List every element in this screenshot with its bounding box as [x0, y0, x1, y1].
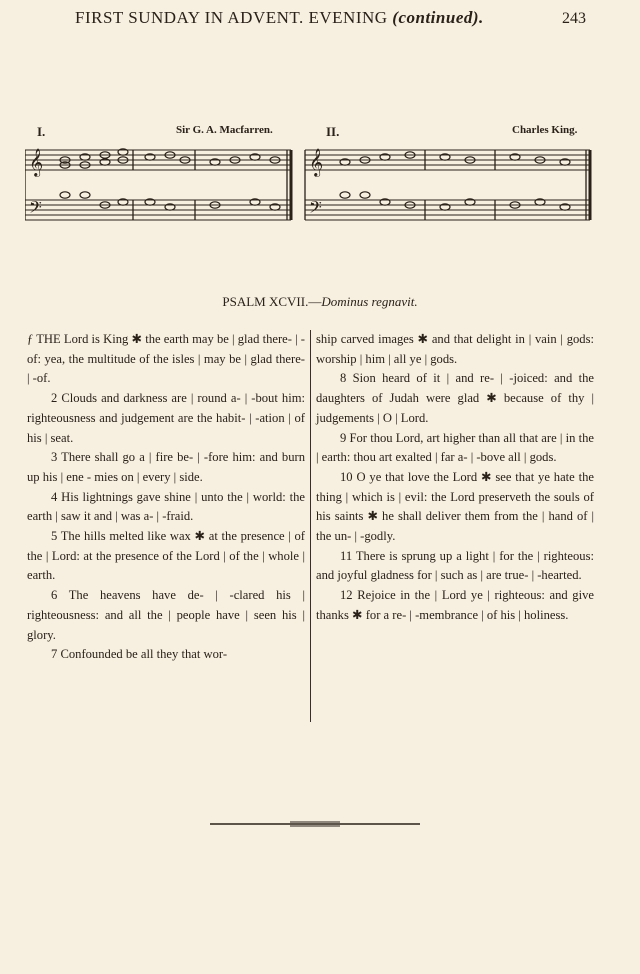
- svg-text:𝄢: 𝄢: [309, 197, 322, 221]
- chant-music-notation: [25, 140, 595, 230]
- tune-1-number: I.: [37, 124, 46, 139]
- svg-text:𝄢: 𝄢: [29, 197, 42, 221]
- verse: 4 His lightnings gave shine | unto the | world: the earth | saw it and | was a- | -fraid.: [27, 489, 305, 524]
- verse: 10 O ye that love the Lord ✱ see that ye hate the thing | which is | evil: the Lord preserveth the souls of his saints ✱ he shall deliver them from the | hand of | the un- | -godly.: [316, 469, 594, 544]
- verse: 11 There is sprung up a light | for the | righteous: and joyful gladness for | such as | are true- | -hearted.: [316, 548, 594, 583]
- verse: 5 The hills melted like wax ✱ at the presence | of the | Lord: at the presence of the Lord | of the | whole | earth.: [27, 529, 305, 583]
- page-header: [75, 8, 595, 28]
- tune-1-treble-staff: [25, 150, 291, 170]
- header-continued: (continued).: [392, 8, 484, 27]
- verse: 12 Rejoice in the | Lord ye | righteous: and give thanks ✱ for a re- | -membrance | of his | holiness.: [316, 588, 594, 622]
- tune-1-bass-staff: [25, 200, 291, 220]
- psalm-right-column: [316, 330, 594, 626]
- psalm-latin-title: Dominus regnavit.: [321, 294, 418, 309]
- decorative-rule: [210, 820, 420, 828]
- page-number: 243: [562, 10, 586, 27]
- verse: ƒ THE Lord is King ✱ the earth may be | glad there- | -of: yea, the multitude of the isles | may be | glad there- | -of.: [27, 332, 305, 386]
- verse: 6 The heavens have de- | -clared his | righteousness: and all the | people have | seen his | glory.: [27, 588, 305, 642]
- tune-2-number: II.: [326, 124, 340, 139]
- tune-1-composer: Sir G. A. Macfarren.: [176, 124, 273, 136]
- verse: 9 For thou Lord, art higher than all that are | in the | earth: thou art exalted | far a- | -bove all | gods.: [316, 430, 594, 465]
- psalm-title: [0, 294, 640, 310]
- column-divider: [310, 330, 311, 722]
- verse: ship carved images ✱ and that delight in | vain | gods: worship | him | all ye | gods.: [316, 332, 594, 366]
- svg-text:𝄞: 𝄞: [29, 148, 44, 176]
- svg-text:𝄞: 𝄞: [309, 148, 324, 176]
- header-title: FIRST SUNDAY IN ADVENT. EVENING: [75, 8, 388, 27]
- verse: 8 Sion heard of it | and re- | -joiced: and the daughters of Judah were glad ✱ because of thy | judgements | O | Lord.: [316, 371, 594, 425]
- psalm-number: PSALM XCVII.—: [222, 294, 322, 309]
- verse: 2 Clouds and darkness are | round a- | -bout him: righteousness and judgement are the habit- | -ation | of his | seat.: [27, 391, 305, 445]
- tune-2-composer: Charles King.: [512, 124, 578, 136]
- verse: 3 There shall go a | fire be- | -fore him: and burn up his | ene - mies on | every | side.: [27, 450, 305, 484]
- psalm-left-column: [27, 330, 305, 665]
- verse: 7 Confounded be all they that wor-: [51, 647, 228, 662]
